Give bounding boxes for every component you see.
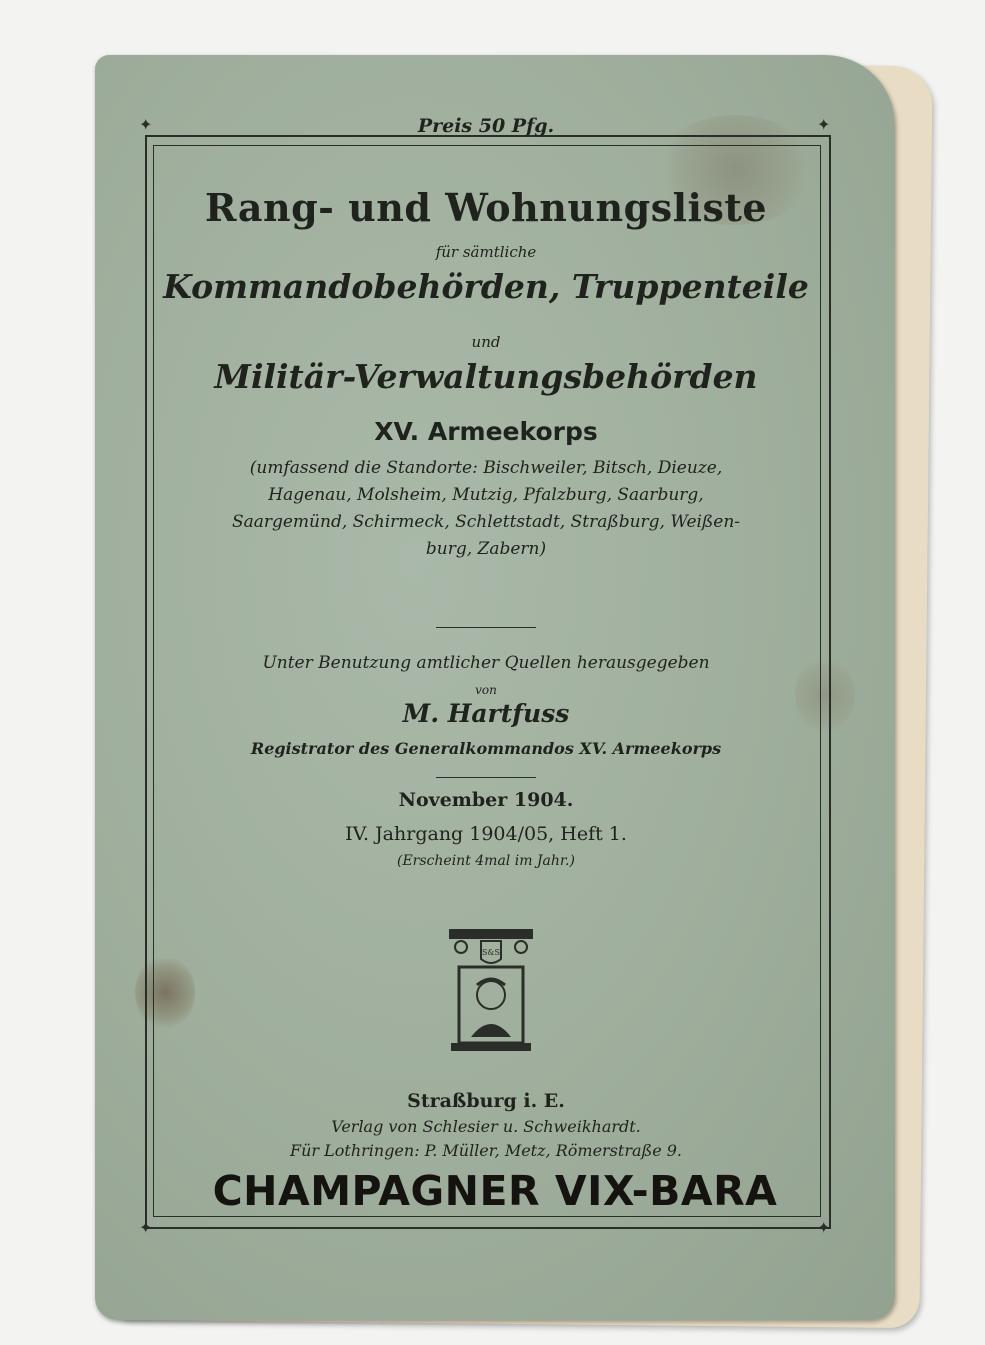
- lorraine-label: Für Lothringen: P. Müller, Metz, Römerstraße 9.: [289, 1141, 683, 1160]
- divider-1: [436, 627, 536, 628]
- corps-heading: XV. Armeekorps: [374, 417, 598, 446]
- subtitle-administration: Militär-Verwaltungsbehörden: [214, 357, 758, 396]
- publisher-emblem: [443, 925, 539, 1055]
- volume-label: IV. Jahrgang 1904/05, Heft 1.: [345, 823, 627, 845]
- by-label: von: [475, 683, 497, 697]
- garrison-list: [173, 455, 799, 563]
- sources-label: Unter Benutzung amtlicher Quellen herausgegeben: [262, 653, 710, 673]
- ornament-bottom-left: ✦: [139, 1218, 153, 1237]
- garrison-line: Hagenau, Molsheim, Mutzig, Pfalzburg, Saarburg,: [268, 485, 704, 505]
- publication-date: November 1904.: [398, 789, 574, 811]
- advertisement-banner: CHAMPAGNER VIX-BARA: [212, 1167, 778, 1215]
- main-title: Rang- und Wohnungsliste: [204, 185, 768, 230]
- publisher-label: Verlag von Schlesier u. Schweikhardt.: [331, 1117, 641, 1136]
- divider-2: [436, 777, 536, 778]
- ornament-top-right: ✦: [817, 115, 831, 134]
- garrison-line: (umfassend die Standorte: Bischweiler, Bitsch, Dieuze,: [249, 458, 723, 478]
- frequency-label: (Erscheint 4mal im Jahr.): [397, 853, 575, 869]
- booklet-cover: [95, 55, 895, 1320]
- subtitle-commands: Kommandobehörden, Truppenteile: [163, 267, 809, 306]
- svg-text:S&S: S&S: [481, 948, 501, 957]
- author-name: M. Hartfuss: [402, 699, 570, 728]
- city-label: Straßburg i. E.: [407, 1090, 565, 1112]
- for-all-label: für sämtliche: [435, 243, 537, 261]
- ornament-top-left: ✦: [139, 115, 153, 134]
- price-label: Preis 50 Pfg.: [417, 115, 555, 137]
- garrison-line: burg, Zabern): [425, 539, 547, 559]
- ornament-bottom-right: ✦: [817, 1218, 831, 1237]
- garrison-line: Saargemünd, Schirmeck, Schlettstadt, Straßburg, Weißen-: [231, 512, 741, 532]
- author-role: Registrator des Generalkommandos XV. Armeekorps: [250, 739, 722, 758]
- and-label: und: [471, 333, 501, 351]
